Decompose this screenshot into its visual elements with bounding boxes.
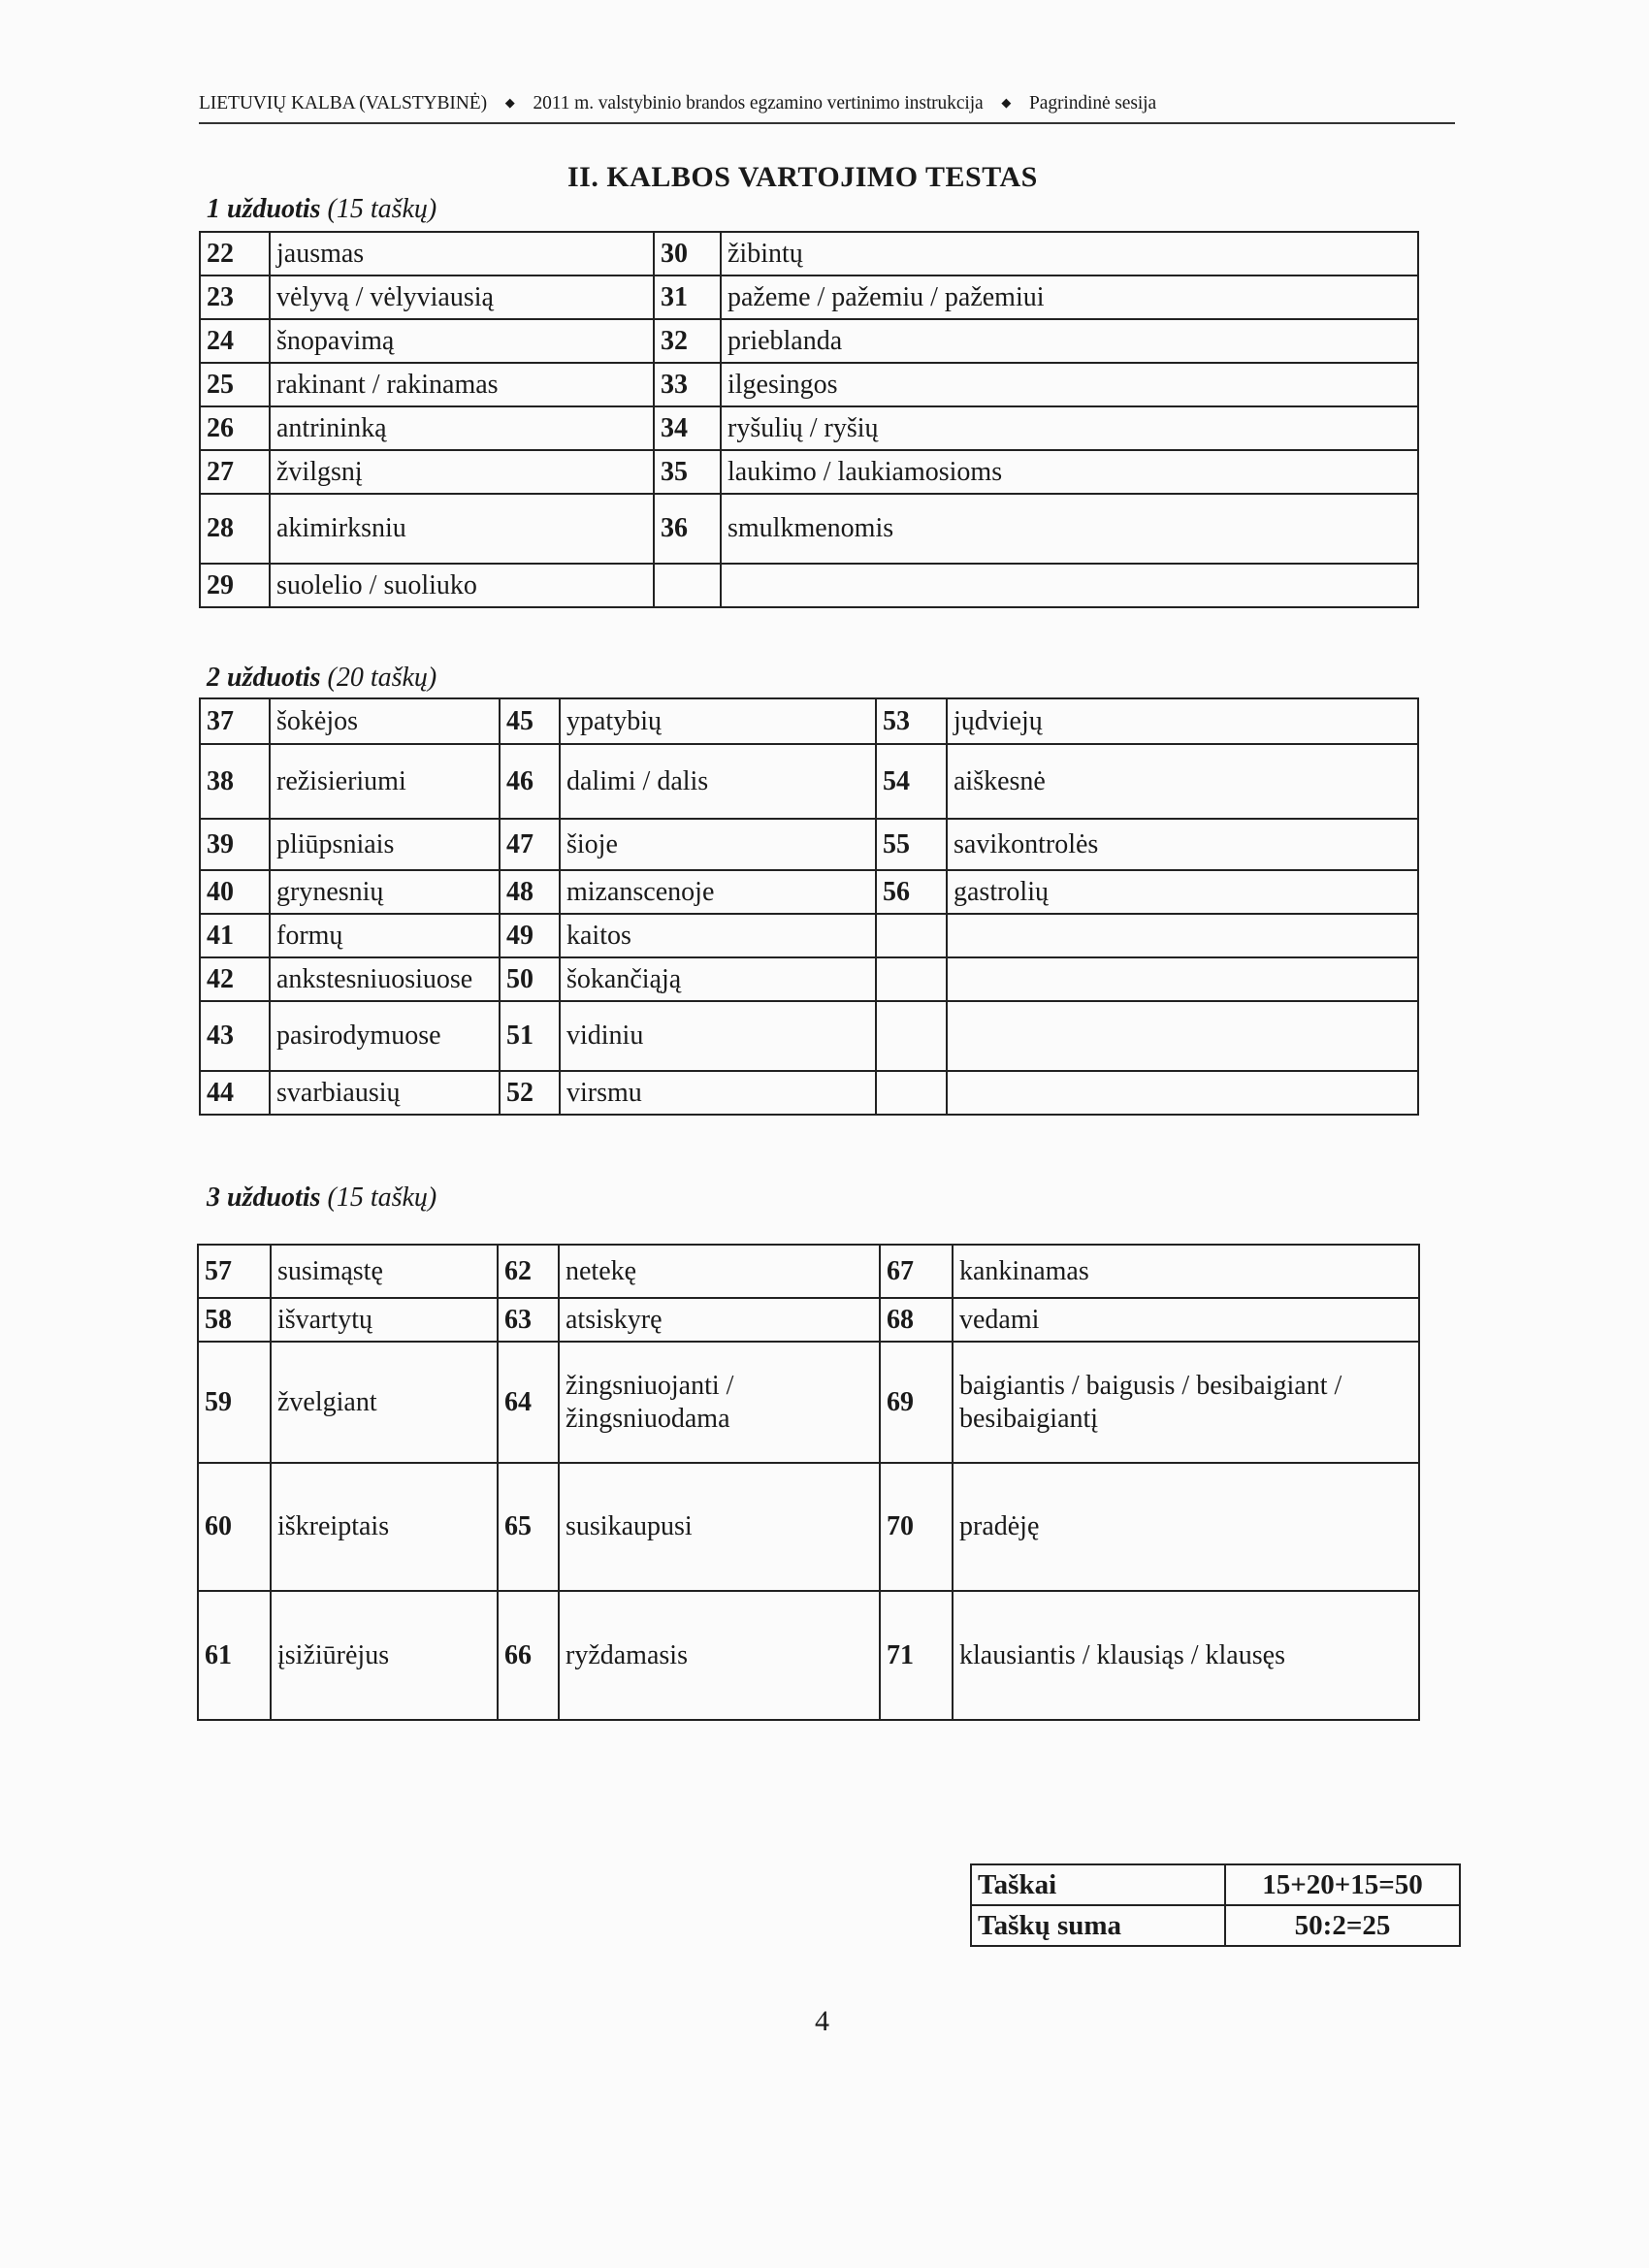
item-number-cell (654, 564, 721, 607)
table-row (200, 319, 1418, 363)
item-number-cell: 44 (200, 1071, 270, 1115)
header-subject: LIETUVIŲ KALBA (VALSTYBINĖ) (199, 93, 487, 113)
summary-label: Taškai (971, 1864, 1225, 1905)
answer-cell: žvelgiant (271, 1342, 498, 1463)
item-number-cell: 38 (200, 744, 270, 819)
item-number-cell: 68 (880, 1298, 953, 1342)
answer-cell: žvilgsnį (270, 450, 654, 494)
item-number-cell: 70 (880, 1463, 953, 1591)
item-number-cell: 52 (500, 1071, 560, 1115)
table-row (200, 819, 1418, 870)
answer-cell: virsmu (560, 1071, 876, 1115)
answer-cell: formų (270, 914, 500, 957)
answer-cell: ryždamasis (559, 1591, 880, 1720)
item-number-cell (876, 1001, 947, 1071)
answer-cell: iškreiptais (271, 1463, 498, 1591)
item-number-cell (876, 1071, 947, 1115)
table-row (200, 957, 1418, 1001)
answer-cell (947, 957, 1418, 1001)
answer-cell: rakinant / rakinamas (270, 363, 654, 406)
answer-cell: klausiantis / klausiąs / klausęs (953, 1591, 1419, 1720)
answer-cell: susikaupusi (559, 1463, 880, 1591)
answer-cell: netekę (559, 1245, 880, 1298)
answer-cell: suolelio / suoliuko (270, 564, 654, 607)
answer-cell: pradėję (953, 1463, 1419, 1591)
item-number-cell: 47 (500, 819, 560, 870)
answer-cell: antrininką (270, 406, 654, 450)
answer-cell: dalimi / dalis (560, 744, 876, 819)
item-number-cell: 55 (876, 819, 947, 870)
answer-cell: ilgesingos (721, 363, 1418, 406)
item-number-cell: 46 (500, 744, 560, 819)
answer-cell: ypatybių (560, 698, 876, 744)
answer-cell: išvartytų (271, 1298, 498, 1342)
item-number-cell: 69 (880, 1342, 953, 1463)
item-number-cell: 66 (498, 1591, 559, 1720)
table-row (200, 232, 1418, 275)
answer-cell: vėlyvą / vėlyviausią (270, 275, 654, 319)
summary-row (971, 1905, 1460, 1946)
task3-answer-table (197, 1244, 1420, 1721)
points-summary-table (970, 1863, 1461, 1947)
item-number-cell: 41 (200, 914, 270, 957)
item-number-cell: 27 (200, 450, 270, 494)
task3-heading (207, 1183, 436, 1214)
answer-cell: atsiskyrę (559, 1298, 880, 1342)
answer-cell: kaitos (560, 914, 876, 957)
table-row (200, 450, 1418, 494)
summary-value: 50:2=25 (1225, 1905, 1460, 1946)
item-number-cell: 30 (654, 232, 721, 275)
table-row (198, 1245, 1419, 1298)
item-number-cell: 64 (498, 1342, 559, 1463)
answer-cell: žibintų (721, 232, 1418, 275)
answer-cell: aiškesnė (947, 744, 1418, 819)
answer-cell: ryšulių / ryšių (721, 406, 1418, 450)
item-number-cell: 22 (200, 232, 270, 275)
task1-heading-points: (15 taškų) (327, 194, 437, 224)
item-number-cell: 28 (200, 494, 270, 564)
table-row (200, 744, 1418, 819)
answer-cell: kankinamas (953, 1245, 1419, 1298)
item-number-cell: 63 (498, 1298, 559, 1342)
answer-cell: šioje (560, 819, 876, 870)
table-row (200, 363, 1418, 406)
task2-heading (207, 663, 436, 694)
table-row (200, 564, 1418, 607)
item-number-cell: 32 (654, 319, 721, 363)
header-rule (199, 122, 1455, 124)
table-row (200, 1001, 1418, 1071)
section-title: II. KALBOS VARTOJIMO TESTAS (567, 161, 1038, 193)
item-number-cell: 26 (200, 406, 270, 450)
item-number-cell: 57 (198, 1245, 271, 1298)
item-number-cell: 60 (198, 1463, 271, 1591)
item-number-cell: 61 (198, 1591, 271, 1720)
item-number-cell: 36 (654, 494, 721, 564)
item-number-cell: 49 (500, 914, 560, 957)
running-header (199, 93, 1455, 114)
header-session: Pagrindinė sesija (1029, 93, 1157, 113)
answer-cell: prieblanda (721, 319, 1418, 363)
item-number-cell: 51 (500, 1001, 560, 1071)
answer-cell: laukimo / laukiamosioms (721, 450, 1418, 494)
table-row (200, 1071, 1418, 1115)
item-number-cell: 65 (498, 1463, 559, 1591)
summary-row (971, 1864, 1460, 1905)
item-number-cell: 50 (500, 957, 560, 1001)
table-row (200, 914, 1418, 957)
summary-label: Taškų suma (971, 1905, 1225, 1946)
answer-cell (947, 1001, 1418, 1071)
item-number-cell: 24 (200, 319, 270, 363)
item-number-cell: 25 (200, 363, 270, 406)
answer-cell (947, 914, 1418, 957)
table-row (200, 275, 1418, 319)
item-number-cell: 53 (876, 698, 947, 744)
item-number-cell: 34 (654, 406, 721, 450)
answer-cell: gastrolių (947, 870, 1418, 914)
table-row (198, 1342, 1419, 1463)
page-number: 4 (815, 2005, 829, 2037)
answer-cell: grynesnių (270, 870, 500, 914)
task2-heading-points: (20 taškų) (327, 663, 437, 693)
item-number-cell: 59 (198, 1342, 271, 1463)
answer-cell: žingsniuojanti / žingsniuodama (559, 1342, 880, 1463)
item-number-cell: 56 (876, 870, 947, 914)
item-number-cell: 48 (500, 870, 560, 914)
item-number-cell: 33 (654, 363, 721, 406)
answer-cell: baigiantis / baigusis / besibaigiant / besibaigiantį (953, 1342, 1419, 1463)
answer-cell: mizanscenoje (560, 870, 876, 914)
item-number-cell: 31 (654, 275, 721, 319)
answer-cell: šokančiąją (560, 957, 876, 1001)
answer-cell: savikontrolės (947, 819, 1418, 870)
item-number-cell: 62 (498, 1245, 559, 1298)
item-number-cell: 71 (880, 1591, 953, 1720)
answer-cell: smulkmenomis (721, 494, 1418, 564)
task2-heading-number: 2 užduotis (207, 663, 321, 693)
task1-heading-number: 1 užduotis (207, 194, 321, 224)
item-number-cell: 58 (198, 1298, 271, 1342)
item-number-cell: 29 (200, 564, 270, 607)
table-row (200, 698, 1418, 744)
answer-cell: režisieriumi (270, 744, 500, 819)
item-number-cell: 40 (200, 870, 270, 914)
answer-cell: įsižiūrėjus (271, 1591, 498, 1720)
answer-cell: pažeme / pažemiu / pažemiui (721, 275, 1418, 319)
task3-heading-points: (15 taškų) (327, 1183, 437, 1213)
item-number-cell (876, 957, 947, 1001)
answer-cell: pasirodymuose (270, 1001, 500, 1071)
answer-cell: šnopavimą (270, 319, 654, 363)
answer-cell: ankstesniuosiuose (270, 957, 500, 1001)
item-number-cell: 42 (200, 957, 270, 1001)
item-number-cell: 23 (200, 275, 270, 319)
answer-cell: pliūpsniais (270, 819, 500, 870)
item-number-cell (876, 914, 947, 957)
answer-cell: vedami (953, 1298, 1419, 1342)
answer-cell: jųdviejų (947, 698, 1418, 744)
answer-cell: akimirksniu (270, 494, 654, 564)
answer-cell (721, 564, 1418, 607)
task2-answer-table (199, 697, 1419, 1116)
item-number-cell: 37 (200, 698, 270, 744)
answer-cell: svarbiausių (270, 1071, 500, 1115)
item-number-cell: 54 (876, 744, 947, 819)
task1-heading (207, 194, 436, 225)
answer-cell: vidiniu (560, 1001, 876, 1071)
table-row (198, 1298, 1419, 1342)
table-row (198, 1591, 1419, 1720)
item-number-cell: 67 (880, 1245, 953, 1298)
answer-cell: susimąstę (271, 1245, 498, 1298)
table-row (200, 870, 1418, 914)
item-number-cell: 45 (500, 698, 560, 744)
item-number-cell: 35 (654, 450, 721, 494)
table-row (198, 1463, 1419, 1591)
header-document-title: 2011 m. valstybinio brandos egzamino vertinimo instrukcija (533, 93, 984, 113)
table-row (200, 494, 1418, 564)
diamond-separator-icon: ◆ (504, 95, 515, 110)
diamond-separator-icon: ◆ (1001, 95, 1012, 110)
summary-value: 15+20+15=50 (1225, 1864, 1460, 1905)
answer-cell (947, 1071, 1418, 1115)
table-row (200, 406, 1418, 450)
answer-cell: šokėjos (270, 698, 500, 744)
task1-answer-table (199, 231, 1419, 608)
item-number-cell: 43 (200, 1001, 270, 1071)
task3-heading-number: 3 užduotis (207, 1183, 321, 1213)
item-number-cell: 39 (200, 819, 270, 870)
answer-cell: jausmas (270, 232, 654, 275)
